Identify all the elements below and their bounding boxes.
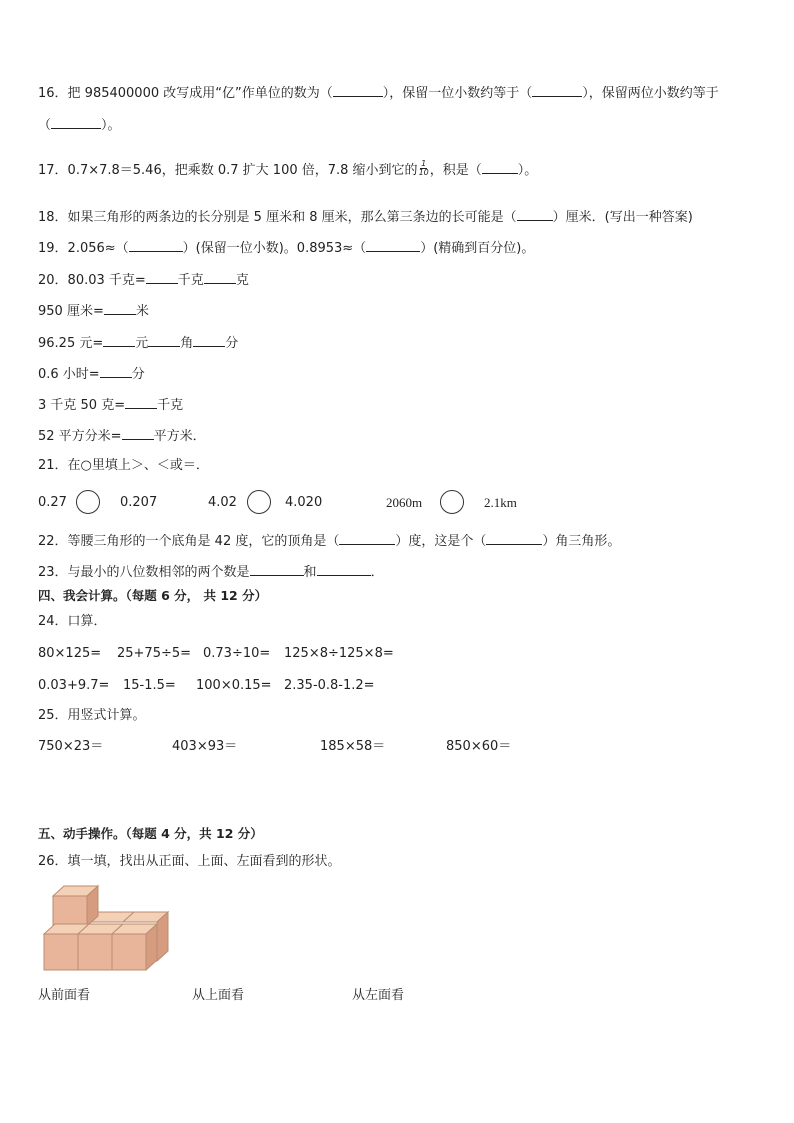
q20-text: 950 厘米=	[38, 304, 104, 319]
vertical-calc-item: 750×23＝	[38, 739, 104, 754]
answer-blank[interactable]	[51, 116, 101, 129]
answer-blank[interactable]	[250, 563, 304, 576]
question-17	[38, 161, 537, 179]
q20-text: 克	[235, 273, 249, 288]
q20-text: 平方米．	[153, 429, 206, 444]
q20-text: 96.25 元=	[38, 336, 104, 351]
calc-item: 0.03+9.7=	[38, 678, 110, 693]
q20-text: 20．80.03 千克=	[38, 273, 146, 288]
view-label-left: 从左面看	[352, 988, 405, 1003]
q16-text: ），保留一位小数约等于（	[382, 86, 533, 101]
answer-blank[interactable]	[517, 208, 553, 221]
q20-text: 52 平方分米=	[38, 429, 122, 444]
fraction-denominator: 10	[418, 168, 429, 177]
q20-text: 分	[131, 367, 145, 382]
answer-blank[interactable]	[122, 427, 154, 440]
answer-blank[interactable]	[482, 161, 518, 174]
cube-stack-figure	[40, 880, 175, 975]
q23-text: 和	[303, 565, 317, 580]
question-22	[38, 532, 620, 550]
answer-blank[interactable]	[125, 396, 157, 409]
q16-text: （	[38, 118, 52, 133]
q18-text: 18．如果三角形的两条边的长分别是 5 厘米和 8 厘米，那么第三条边的长可能是（	[38, 210, 517, 225]
q20-text: 千克	[157, 398, 184, 413]
fraction-numerator: 1	[421, 159, 427, 168]
question-26-title: 26．填一填，找出从正面、上面、左面看到的形状。	[38, 854, 341, 869]
q19-text: ）(精确到百分位)。	[420, 241, 535, 256]
compare-circle[interactable]	[440, 490, 464, 514]
question-20-line4	[38, 365, 145, 383]
cube-front-face	[78, 934, 112, 970]
question-16-cont	[38, 116, 121, 134]
view-label-top: 从上面看	[192, 988, 245, 1003]
q23-text: 23．与最小的八位数相邻的两个数是	[38, 565, 250, 580]
answer-blank[interactable]	[103, 334, 135, 347]
question-20-line3	[38, 334, 238, 352]
q20-text: 0.6 小时=	[38, 367, 100, 382]
answer-blank[interactable]	[204, 271, 236, 284]
answer-blank[interactable]	[366, 239, 420, 252]
answer-blank[interactable]	[333, 84, 383, 97]
calc-item: 100×0.15=	[196, 678, 272, 693]
calc-item: 80×125=	[38, 646, 102, 661]
calc-item: 25+75÷5=	[117, 646, 192, 661]
q22-text: 22．等腰三角形的一个底角是 42 度，它的顶角是（	[38, 534, 340, 549]
calc-item: 2.35-0.8-1.2=	[284, 678, 375, 693]
vertical-calc-item: 403×93＝	[172, 739, 238, 754]
question-20	[38, 271, 249, 289]
section-5-heading: 五、动手操作。（每题 4 分，共 12 分）	[38, 826, 263, 841]
answer-blank[interactable]	[104, 302, 136, 315]
q20-text: 3 千克 50 克=	[38, 398, 126, 413]
view-label-front: 从前面看	[38, 988, 91, 1003]
answer-blank[interactable]	[100, 365, 132, 378]
section-4-heading: 四、我会计算。（每题 6 分， 共 12 分）	[38, 588, 268, 603]
fraction	[419, 160, 429, 177]
q16-text: ），保留两位小数约等于	[582, 86, 719, 101]
question-20-line2	[38, 302, 149, 320]
question-19	[38, 239, 534, 257]
question-21-title: 21．在○里填上＞、＜或＝．	[38, 458, 209, 473]
q19-text: ）(保留一位小数)。0.8953≈（	[182, 241, 367, 256]
q20-text: 米	[135, 304, 149, 319]
q17-text: ，积是（	[429, 163, 482, 178]
q17-text: ）。	[517, 163, 538, 178]
cube-front-face	[53, 896, 87, 926]
question-24-title: 24．口算．	[38, 614, 107, 629]
compare-right-2: 4.020	[285, 495, 323, 510]
cube-front-face	[44, 934, 78, 970]
q17-text: 17．0.7×7.8＝5.46，把乘数 0.7 扩大 100 倍，7.8 缩小到它的	[38, 163, 418, 178]
q22-text: ）角三角形。	[542, 534, 621, 549]
question-25-title: 25．用竖式计算。	[38, 708, 146, 723]
calc-item: 125×8÷125×8=	[284, 646, 394, 661]
answer-blank[interactable]	[148, 334, 180, 347]
compare-right-1: 0.207	[120, 495, 158, 510]
q19-text: 19．2.056≈（	[38, 241, 129, 256]
q22-text: ）度，这是个（	[395, 534, 487, 549]
question-20-line6	[38, 427, 206, 445]
answer-blank[interactable]	[486, 532, 542, 545]
calc-item: 15-1.5=	[123, 678, 176, 693]
q16-text: 16．把 985400000 改写成用“亿”作单位的数为（	[38, 86, 333, 101]
compare-circle[interactable]	[247, 490, 271, 514]
answer-blank[interactable]	[193, 334, 225, 347]
q20-text: 分	[225, 336, 239, 351]
answer-blank[interactable]	[146, 271, 178, 284]
answer-blank[interactable]	[317, 563, 371, 576]
q20-text: 角	[180, 336, 194, 351]
answer-blank[interactable]	[129, 239, 183, 252]
question-18	[38, 208, 693, 226]
vertical-calc-item: 185×58＝	[320, 739, 386, 754]
question-23	[38, 563, 384, 581]
compare-left-3: 2060m	[386, 495, 423, 510]
cube-front-face	[112, 934, 146, 970]
question-16	[38, 84, 719, 102]
q20-text: 千克	[177, 273, 204, 288]
answer-blank[interactable]	[532, 84, 582, 97]
q23-text: ．	[370, 565, 384, 580]
calc-item: 0.73÷10=	[203, 646, 271, 661]
question-20-line5	[38, 396, 183, 414]
compare-right-3: 2.1km	[484, 495, 517, 510]
q18-text: ）厘米．(写出一种答案)	[552, 210, 693, 225]
compare-circle[interactable]	[76, 490, 100, 514]
q16-text: ）。	[101, 118, 121, 133]
answer-blank[interactable]	[339, 532, 395, 545]
q20-text: 元	[135, 336, 149, 351]
vertical-calc-item: 850×60＝	[446, 739, 512, 754]
compare-left-2: 4.02	[208, 495, 237, 510]
compare-left-1: 0.27	[38, 495, 67, 510]
